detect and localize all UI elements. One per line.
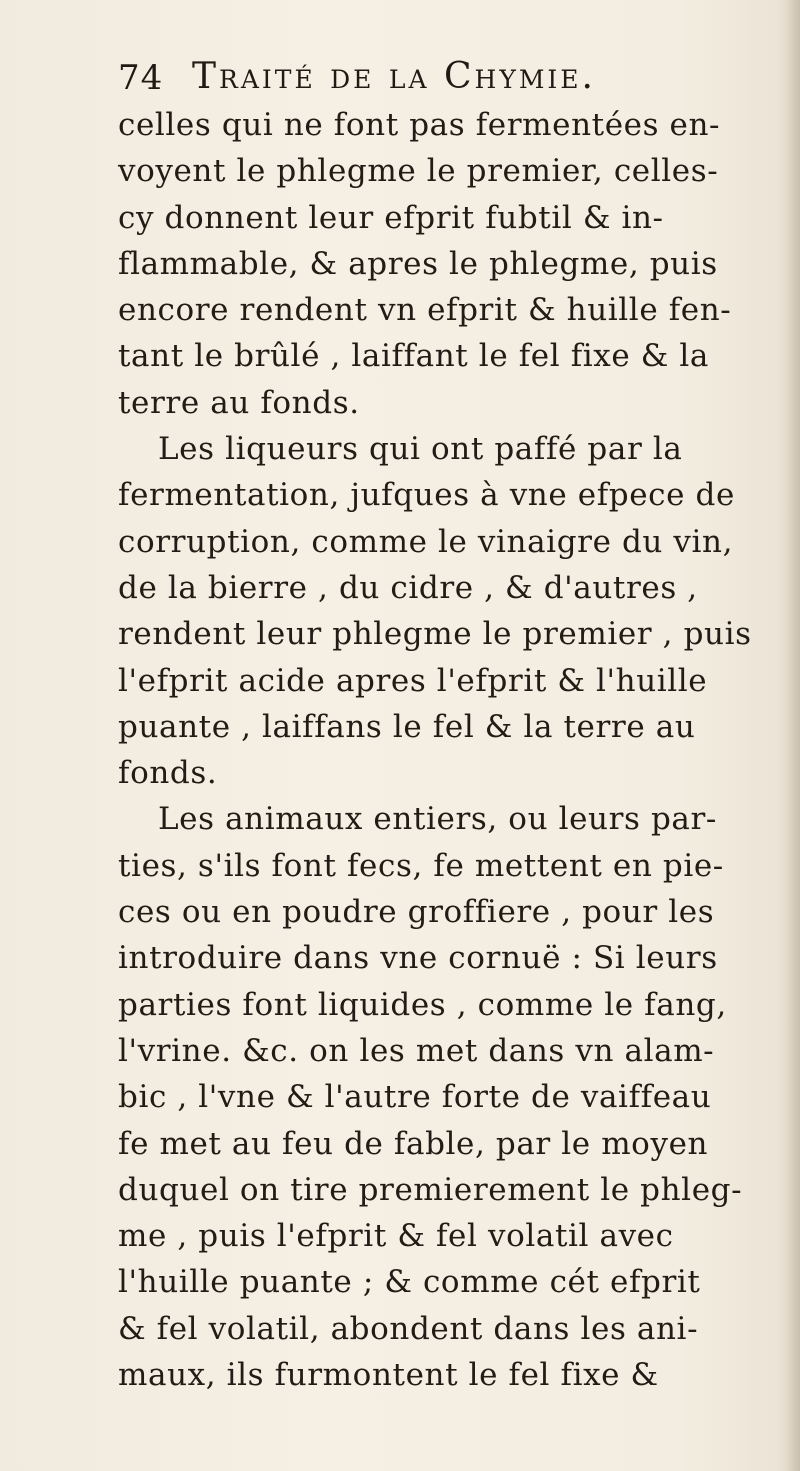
text-line: duquel on tire premierement le phleg-	[118, 1171, 743, 1208]
page-number: 74	[118, 58, 164, 98]
text-line: & fel volatil, abondent dans les ani-	[118, 1310, 699, 1347]
text-line: fermentation, jufques à vne efpece de	[118, 477, 735, 514]
body-text	[118, 102, 790, 1398]
paragraph-start-line: Les liqueurs qui ont paffé par la	[158, 431, 683, 468]
text-line: fe met au feu de fable, par le moyen	[118, 1125, 709, 1162]
page-header	[118, 54, 768, 102]
text-line: cy donnent leur efprit fubtil & in-	[118, 199, 664, 236]
text-line: tant le brûlé , laiffant le fel fixe & la	[118, 338, 710, 375]
text-line: celles qui ne font pas fermentées en-	[118, 107, 721, 143]
text-line: l'vrine. &c. on les met dans vn alam-	[118, 1032, 715, 1069]
text-line: l'huille puante ; & comme cét efprit	[118, 1264, 701, 1301]
paragraph-start-line: Les animaux entiers, ou leurs par-	[158, 801, 718, 838]
text-line: fonds.	[118, 755, 218, 792]
text-line: me , puis l'efprit & fel volatil avec	[118, 1218, 674, 1255]
text-line: ties, s'ils font fecs, fe mettent en pie-	[118, 847, 724, 884]
text-line: flammable, & apres le phlegme, puis	[118, 245, 718, 282]
text-line: introduire dans vne cornuë : Si leurs	[118, 940, 718, 977]
text-line: puante , laiffans le fel & la terre au	[118, 708, 696, 745]
text-line: ces ou en poudre groffiere , pour les	[118, 894, 715, 931]
text-line: rendent leur phlegme le premier , puis	[118, 616, 752, 653]
text-line: voyent le phlegme le premier, celles-	[118, 153, 719, 190]
text-line: bic , l'vne & l'autre forte de vaiffeau	[118, 1079, 712, 1116]
text-line: parties font liquides , comme le fang,	[118, 986, 727, 1023]
text-line: encore rendent vn efprit & huille fen-	[118, 292, 732, 329]
text-line: maux, ils furmontent le fel fixe &	[118, 1357, 659, 1394]
text-line: corruption, comme le vinaigre du vin,	[118, 523, 734, 560]
text-line: l'efprit acide apres l'efprit & l'huille	[118, 662, 708, 699]
text-line: de la bierre , du cidre , & d'autres ,	[118, 569, 698, 606]
text-line: terre au fonds.	[118, 384, 360, 421]
running-title: Traité de la Chymie.	[192, 56, 596, 97]
